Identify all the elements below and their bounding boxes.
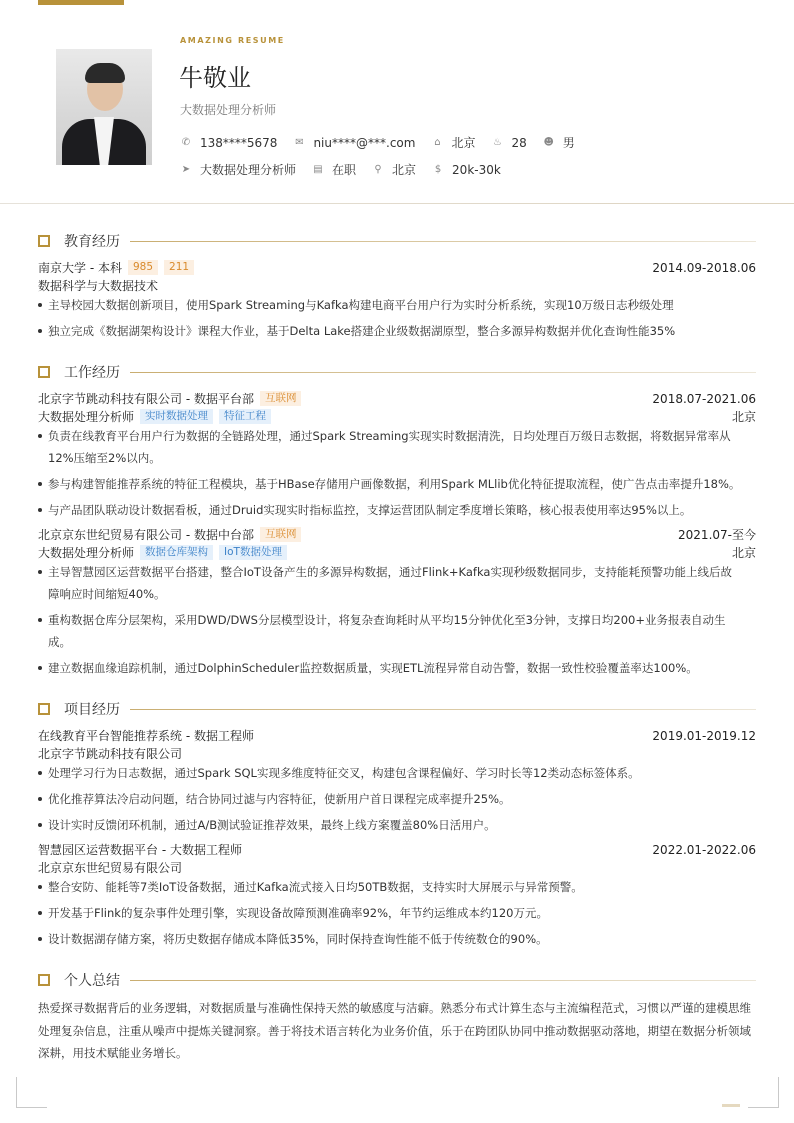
list-item: 重构数据仓库分层架构，采用DWD/DWS分层模型设计，将复杂查询耗时从平均15分钟优化至3分钟，支撑日均200+业务报表自动生 成。	[38, 609, 758, 653]
list-item: 负责在线教育平台用户行为数据的全链路处理，通过Spark Streaming实现实时数据清洗，日均处理百万级日志数据，将数据异常率从 12%压缩至2%以内。	[38, 425, 758, 469]
education-section-title: 教育经历	[38, 231, 756, 251]
list-item: 整合安防、能耗等7类IoT设备数据，通过Kafka流式接入日均50TB数据，支持实时大屏展示与异常预警。	[38, 876, 758, 898]
top-accent-bar	[38, 0, 124, 5]
section-marker-icon	[38, 235, 50, 247]
list-item: 主导智慧园区运营数据平台搭建，整合IoT设备产生的多源异构数据，通过Flink+Kafka实现秒级数据同步，支持能耗预警功能上线后故 障响应时间缩短40%。	[38, 561, 758, 605]
industry-tag: 互联网	[260, 527, 302, 542]
hometown-item: ⌂ 北京	[431, 134, 475, 151]
section-marker-icon	[38, 366, 50, 378]
list-item: 设计实时反馈闭环机制，通过A/B测试验证推荐效果，最终上线方案覆盖80%日活用户。	[38, 814, 758, 836]
phone-icon: ✆	[181, 136, 191, 148]
resume-tagline: AMAZING RESUME	[180, 36, 285, 45]
work-position: 大数据处理分析师 实时数据处理 特征工程 北京	[38, 410, 756, 424]
email-item: ✉ niu****@***.com	[295, 135, 416, 150]
skill-tag: IoT数据处理	[219, 545, 287, 560]
work-position: 大数据处理分析师 数据仓库架构 IoT数据处理 北京	[38, 546, 756, 560]
footer-accent	[722, 1104, 740, 1107]
project-title: 智慧园区运营数据平台 - 大数据工程师	[38, 843, 242, 857]
briefcase-icon: ▤	[313, 163, 323, 175]
section-marker-icon	[38, 703, 50, 715]
home-icon: ⌂	[434, 136, 441, 148]
skill-tag: 特征工程	[219, 409, 271, 424]
target-city-item: ⚲ 北京	[372, 161, 416, 178]
list-item: 建立数据血缘追踪机制，通过DolphinScheduler监控数据质量，实现ETL流程异常自动告警，数据一致性校验覆盖率达100%。	[38, 657, 758, 679]
education-date: 2014.09-2018.06	[652, 260, 756, 275]
list-item: 与产品团队联动设计数据看板，通过Druid实现实时指标监控，支撑运营团队制定季度增长策略，核心报表使用率达95%以上。	[38, 499, 758, 521]
project-company: 北京京东世纪贸易有限公司	[38, 861, 183, 875]
school-tag: 211	[164, 260, 194, 275]
work-date: 2018.07-2021.06	[652, 391, 756, 406]
header-divider	[0, 203, 794, 204]
project-date: 2019.01-2019.12	[652, 728, 756, 743]
summary-text: 热爱探寻数据背后的业务逻辑，对数据质量与准确性保持天然的敏感度与洁癖。熟悉分布式计算生态与主流编程范式，习惯以严谨的建模思维处理复杂信息，注重从噪声中提炼关键洞察。善于将技术语言转化为业务价值，乐于在跨团队协同中推动数据驱动落地，期望在数据分析领域深耕，用技术赋能业务增长。	[38, 1001, 751, 1060]
salary-item: $ 20k-30k	[432, 163, 501, 177]
school-tag: 985	[128, 260, 158, 275]
mail-icon: ✉	[295, 136, 304, 148]
education-header	[38, 259, 756, 276]
work-header	[38, 390, 756, 407]
list-item: 设计数据湖存储方案，将历史数据存储成本降低35%，同时保持查询性能不低于传统数仓的90%。	[38, 928, 758, 950]
work-header	[38, 526, 756, 543]
list-item: 主导校园大数据创新项目，使用Spark Streaming与Kafka构建电商平台用户行为实时分析系统，实现10万级日志秒级处理	[38, 294, 758, 316]
list-item: 参与构建智能推荐系统的特征工程模块，基于HBase存储用户画像数据，利用Spark MLlib优化特征提取流程，使广告点击率提升18%。	[38, 473, 758, 495]
target-role-item: ➤ 大数据处理分析师	[181, 163, 297, 177]
location-pin-icon: ⚲	[374, 163, 382, 175]
industry-tag: 互联网	[260, 391, 302, 406]
summary-section-title: 个人总结	[38, 970, 756, 990]
project-company: 北京字节跳动科技有限公司	[38, 747, 183, 761]
contact-info-row	[180, 134, 591, 151]
phone-item: ✆ 138****5678	[181, 135, 278, 150]
project-header	[38, 727, 756, 744]
list-item: 优化推荐算法冷启动问题，结合协同过滤与内容特征，使新用户首日课程完成率提升25%。	[38, 788, 758, 810]
corner-decoration	[748, 1077, 779, 1108]
project-header	[38, 841, 756, 858]
candidate-role: 大数据处理分析师	[180, 103, 277, 117]
avatar-photo	[56, 49, 152, 165]
work-city: 北京	[731, 546, 756, 560]
list-item: 开发基于Flink的复杂事件处理引擎，实现设备故障预测准确率92%，年节约运维成本约120万元。	[38, 902, 758, 924]
cake-icon: ♨	[492, 136, 502, 148]
work-section-title: 工作经历	[38, 362, 756, 382]
skill-tag: 数据仓库架构	[140, 545, 213, 560]
age-item: ♨ 28	[492, 135, 527, 150]
salary-icon: $	[434, 163, 442, 175]
status-item: ▤ 在职	[313, 163, 357, 177]
gender-item: ☻ 男	[543, 136, 575, 150]
education-major: 数据科学与大数据技术	[38, 279, 159, 293]
work-city: 北京	[731, 410, 756, 424]
skill-tag: 实时数据处理	[140, 409, 213, 424]
work-date: 2021.07-至今	[678, 528, 756, 542]
school-name: 南京大学 - 本科	[38, 261, 122, 275]
project-title: 在线教育平台智能推荐系统 - 数据工程师	[38, 729, 254, 743]
candidate-name: 牛敬业	[179, 64, 251, 92]
gender-icon: ☻	[543, 136, 554, 148]
company-name: 北京字节跳动科技有限公司 - 数据平台部	[38, 392, 254, 406]
list-item: 独立完成《数据湖架构设计》课程大作业，基于Delta Lake搭建企业级数据湖原型，整合多源异构数据并优化查询性能35%	[38, 320, 758, 342]
section-marker-icon	[38, 974, 50, 986]
job-intent-row	[180, 161, 517, 178]
list-item: 处理学习行为日志数据，通过Spark SQL实现多维度特征交叉，构建包含课程偏好、学习时长等12类动态标签体系。	[38, 762, 758, 784]
project-date: 2022.01-2022.06	[652, 842, 756, 857]
send-icon: ➤	[181, 163, 191, 175]
corner-decoration	[16, 1077, 47, 1108]
projects-section-title: 项目经历	[38, 699, 756, 719]
company-name: 北京京东世纪贸易有限公司 - 数据中台部	[38, 528, 254, 542]
